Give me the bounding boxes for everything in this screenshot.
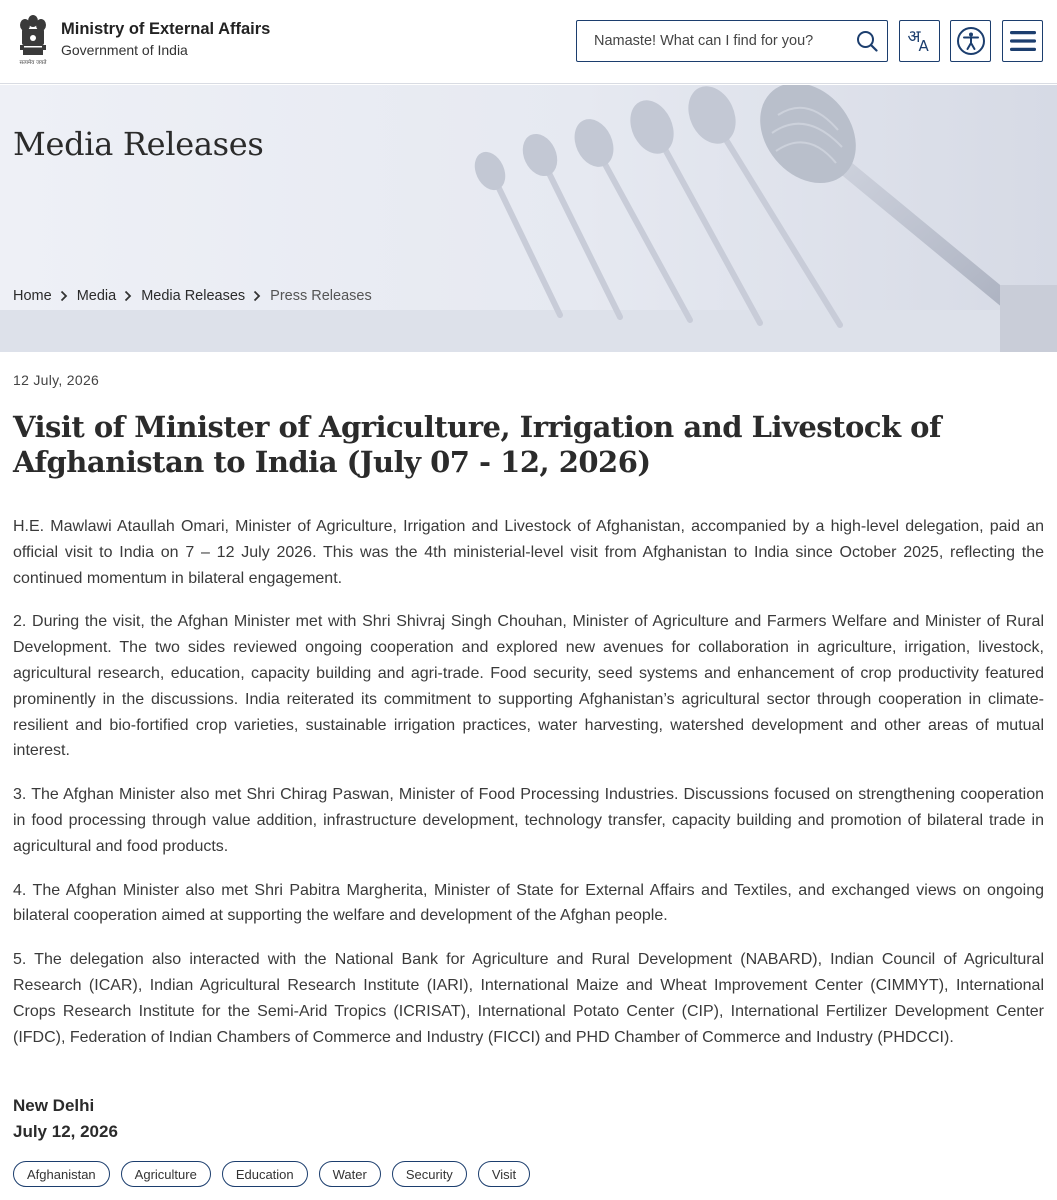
breadcrumb-media-releases-link[interactable]: Media Releases — [141, 288, 246, 304]
signoff-date: July 12, 2026 — [13, 1122, 118, 1141]
lang-glyph-latin: A — [918, 37, 929, 55]
chevron-right-icon — [124, 290, 132, 302]
article-title: Visit of Minister of Agriculture, Irrigation and Livestock of Afghanistan to India (July 07 - 12, 2026) — [13, 410, 942, 479]
article-paragraph: 3. The Afghan Minister also met Shri Chirag Paswan, Minister of Food Processing Industries. Discussions focused on strengthening cooperation in food processing through value addition, infrastructure development, technology transfer, capacity building and promotion of bilateral trade in agricultural and food products. — [13, 786, 1044, 855]
article-paragraph: 2. During the visit, the Afghan Minister met with Shri Shivraj Singh Chouhan, Minister of Agriculture and Farmers Welfare and Minister of Rural Development. The two sides reviewed ongoing cooperation and explored new avenues for collaboration in agriculture, irrigation, livestock, agricultural research, education, capacity building and agri-trade. Food security, seed systems and enhancement of crop productivity featured prominently in the discussions. India reiterated its commitment to supporting Afghanistan’s agricultural sector through cooperation in climate-resilient and bio-fortified crop varieties, sustainable irrigation practices, water harvesting, watershed development and other areas of mutual interest. — [13, 613, 1044, 760]
tag-education[interactable]: Education — [222, 1161, 308, 1187]
language-toggle-button[interactable] — [899, 20, 940, 62]
translate-icon — [906, 26, 934, 56]
menu-button[interactable] — [1002, 20, 1043, 62]
breadcrumb-current: Press Releases — [270, 288, 372, 304]
brand-subtitle: Government of India — [61, 42, 188, 58]
tag-security[interactable]: Security — [392, 1161, 467, 1187]
article-paragraph: 5. The delegation also interacted with the National Bank for Agriculture and Rural Development (NABARD), Indian Council of Agricultural Research (ICAR), Indian Agricultural Research Institute (IARI), International Maize and Wheat Improvement Center (CIMMYT), International Crops Research Institute for the Semi-Arid Tropics (ICRISAT), International Potato Center (CIP), International Fertilizer Development Center (IFDC), Federation of Indian Chambers of Commerce and Industry (FICCI) and PHD Chamber of Commerce and Industry (PHDCCI). — [13, 951, 1044, 1046]
national-emblem-icon[interactable] — [14, 12, 52, 68]
hamburger-menu-icon — [1009, 29, 1037, 53]
search-box — [576, 20, 888, 62]
chevron-right-icon — [253, 290, 261, 302]
article-paragraph: H.E. Mawlawi Ataullah Omari, Minister of Agriculture, Irrigation and Livestock of Afghanistan, accompanied by a high-level delegation, paid an official visit to India on 7 – 12 July 2026. This was the 4th ministerial-level visit from Afghanistan to India since October 2025, reflecting the continued momentum in bilateral engagement. — [13, 518, 1044, 587]
tag-afghanistan[interactable]: Afghanistan — [13, 1161, 110, 1187]
brand-title[interactable]: Ministry of External Affairs — [61, 20, 271, 38]
page-hero — [0, 85, 1057, 352]
signoff-place: New Delhi — [13, 1096, 95, 1115]
tag-list — [13, 1161, 530, 1187]
search-icon[interactable] — [856, 30, 878, 52]
chevron-right-icon — [60, 290, 68, 302]
accessibility-button[interactable] — [950, 20, 991, 62]
article-body — [13, 514, 1044, 1068]
accessibility-icon — [956, 26, 986, 56]
search-input[interactable] — [577, 21, 847, 61]
article-paragraph: 4. The Afghan Minister also met Shri Pabitra Margherita, Minister of State for External Affairs and Textiles, and exchanged views on ongoing bilateral cooperation aimed at supporting the welfare and development of the Afghan people. — [13, 881, 1044, 925]
article-date: 12 July, 2026 — [13, 372, 100, 388]
breadcrumb-home-link[interactable]: Home — [13, 288, 52, 304]
emblem-caption: सत्यमेव जयते — [19, 60, 47, 66]
signoff — [13, 1093, 118, 1145]
breadcrumb-media-link[interactable]: Media — [76, 288, 117, 304]
tag-agriculture[interactable]: Agriculture — [121, 1161, 211, 1187]
tag-visit[interactable]: Visit — [478, 1161, 530, 1187]
tag-water[interactable]: Water — [319, 1161, 381, 1187]
site-header — [0, 0, 1057, 84]
lang-glyph-hindi: अ — [907, 27, 921, 47]
page-title: Media Releases — [13, 125, 264, 163]
breadcrumb — [13, 288, 372, 304]
